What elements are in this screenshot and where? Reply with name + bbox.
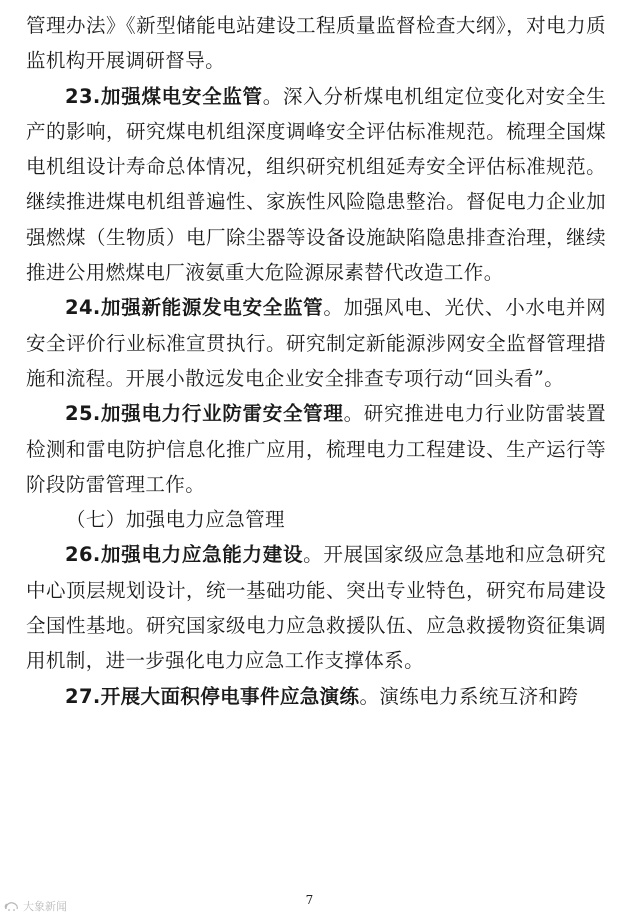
elephant-logo-icon: [4, 900, 20, 912]
paragraph-item-23: [26, 79, 606, 291]
item-body: 。深入分析煤电机组定位变化对安全生产的影响，研究煤电机组深度调峰安全评估标准规范。梳理全国煤电机组设计寿命总体情况，组织研究机组延寿安全评估标准规范。继续推进煤电机组普遍性、家族性风险隐患整治。督促电力企业加强燃煤（生物质）电厂除尘器等设备设施缺陷隐患排查治理，继续推进公用燃煤电厂液氨重大危险源尿素替代改造工作。: [26, 84, 606, 285]
watermark-text: 大象新闻: [23, 900, 67, 913]
watermark: [4, 898, 67, 914]
item-heading: 23.加强煤电安全监管: [65, 84, 263, 108]
page-number: 7: [305, 893, 314, 907]
item-heading: 27.开展大面积停电事件应急演练: [65, 684, 360, 708]
item-heading: 26.加强电力应急能力建设: [65, 543, 304, 567]
paragraph-continuation: [26, 8, 606, 79]
paragraph-text: 管理办法》《新型储能电站建设工程质量监督检查大纲》，对电力质监机构开展调研督导。: [26, 14, 606, 73]
item-heading: 24.加强新能源发电安全监管: [65, 296, 324, 320]
item-body: 。加强风电、光伏、小水电并网安全评价行业标准宣贯执行。研究制定新能源涉网安全监督管理措施和流程。开展小散远发电企业安全排查专项行动“回头看”。: [26, 296, 606, 390]
item-body: 。演练电力系统互济和跨: [359, 684, 579, 708]
item-body: 。研究推进电力行业防雷装置检测和雷电防护信息化推广应用，梳理电力工程建设、生产运行等阶段防雷管理工作。: [26, 402, 606, 496]
paragraph-item-26: [26, 537, 606, 678]
paragraph-item-25: [26, 396, 606, 502]
item-body: 。开展国家级应急基地和应急研究中心顶层规划设计，统一基础功能、突出专业特色，研究布局建设全国性基地。研究国家级电力应急救援队伍、应急救援物资征集调用机制，进一步强化电力应急工作支撑体系。: [26, 543, 606, 673]
item-heading: 25.加强电力行业防雷安全管理: [65, 402, 344, 426]
paragraph-item-24: [26, 290, 606, 396]
section-heading: （七）加强电力应急管理: [66, 508, 285, 532]
document-page: [26, 8, 606, 714]
paragraph-item-27: [26, 679, 606, 714]
